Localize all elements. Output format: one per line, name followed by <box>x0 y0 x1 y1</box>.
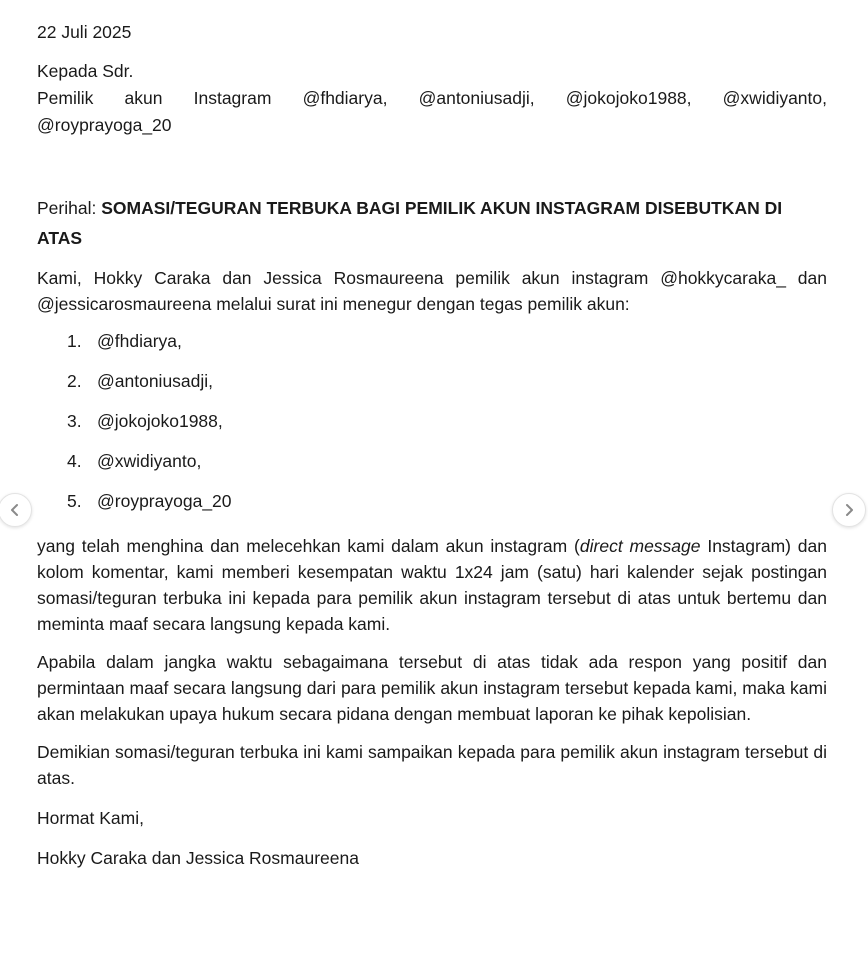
list-item <box>37 407 827 447</box>
closing-salutation: Hormat Kami, <box>37 808 144 828</box>
demand-text-italic: direct message <box>579 536 701 556</box>
list-item <box>37 327 827 367</box>
closing-paragraph: Demikian somasi/teguran terbuka ini kami sampaikan kepada para pemilik akun instagram tersebut di atas. <box>37 742 827 788</box>
signers: Hokky Caraka dan Jessica Rosmaureena <box>37 848 359 868</box>
recipient-accounts-line-2: @royprayoga_20 <box>37 115 172 135</box>
subject-label: Perihal: <box>37 198 102 218</box>
recipient-block <box>37 58 827 139</box>
list-handle: @jokojoko1988, <box>97 411 223 431</box>
list-number: 2. <box>67 371 82 391</box>
list-number: 5. <box>67 491 82 511</box>
list-item <box>37 447 827 487</box>
list-handle: @xwidiyanto, <box>97 451 202 471</box>
list-number: 1. <box>67 331 82 351</box>
list-item <box>37 487 827 527</box>
carousel-next-button[interactable] <box>832 493 866 527</box>
letter-document <box>37 18 827 871</box>
demand-text-b: Instagram) dan kolom komentar, kami memberi kesempatan waktu 1x24 jam (satu) hari kalender sejak postingan somasi/teguran terbuka ini kepada para pemilik akun instagram tersebut di atas untuk bertemu dan meminta maaf secara langsung kepada kami. <box>37 536 827 634</box>
list-handle: @fhdiarya, <box>97 331 182 351</box>
list-handle: @royprayoga_20 <box>97 491 232 511</box>
demand-paragraph <box>37 533 827 637</box>
chevron-right-icon <box>842 503 856 517</box>
chevron-left-icon <box>8 503 22 517</box>
legal-action-paragraph: Apabila dalam jangka waktu sebagaimana tersebut di atas tidak ada respon yang positif dan permintaan maaf secara langsung dari para pemilik akun instagram tersebut kepada kami, maka kami akan melakukan upaya hukum secara pidana dengan membuat laporan ke pihak kepolisian. <box>37 652 827 724</box>
letter-date: 22 Juli 2025 <box>37 22 132 42</box>
recipient-accounts-line: Pemilik akun Instagram @fhdiarya, @antoniusadji, @jokojoko1988, @xwidiyanto, <box>37 88 827 108</box>
subject-line <box>37 193 827 253</box>
accounts-list <box>37 327 827 527</box>
list-number: 4. <box>67 451 82 471</box>
list-item <box>37 367 827 407</box>
carousel-prev-button[interactable] <box>0 493 32 527</box>
list-number: 3. <box>67 411 82 431</box>
subject-text: SOMASI/TEGURAN TERBUKA BAGI PEMILIK AKUN INSTAGRAM DISEBUTKAN DI ATAS <box>37 198 783 248</box>
demand-text-a: yang telah menghina dan melecehkan kami dalam akun instagram ( <box>37 536 580 556</box>
recipient-salutation: Kepada Sdr. <box>37 61 134 81</box>
list-handle: @antoniusadji, <box>97 371 214 391</box>
intro-paragraph: Kami, Hokky Caraka dan Jessica Rosmaureena pemilik akun instagram @hokkycaraka_ dan @jessicarosmaureena melalui surat ini menegur dengan tegas pemilik akun: <box>37 268 827 314</box>
